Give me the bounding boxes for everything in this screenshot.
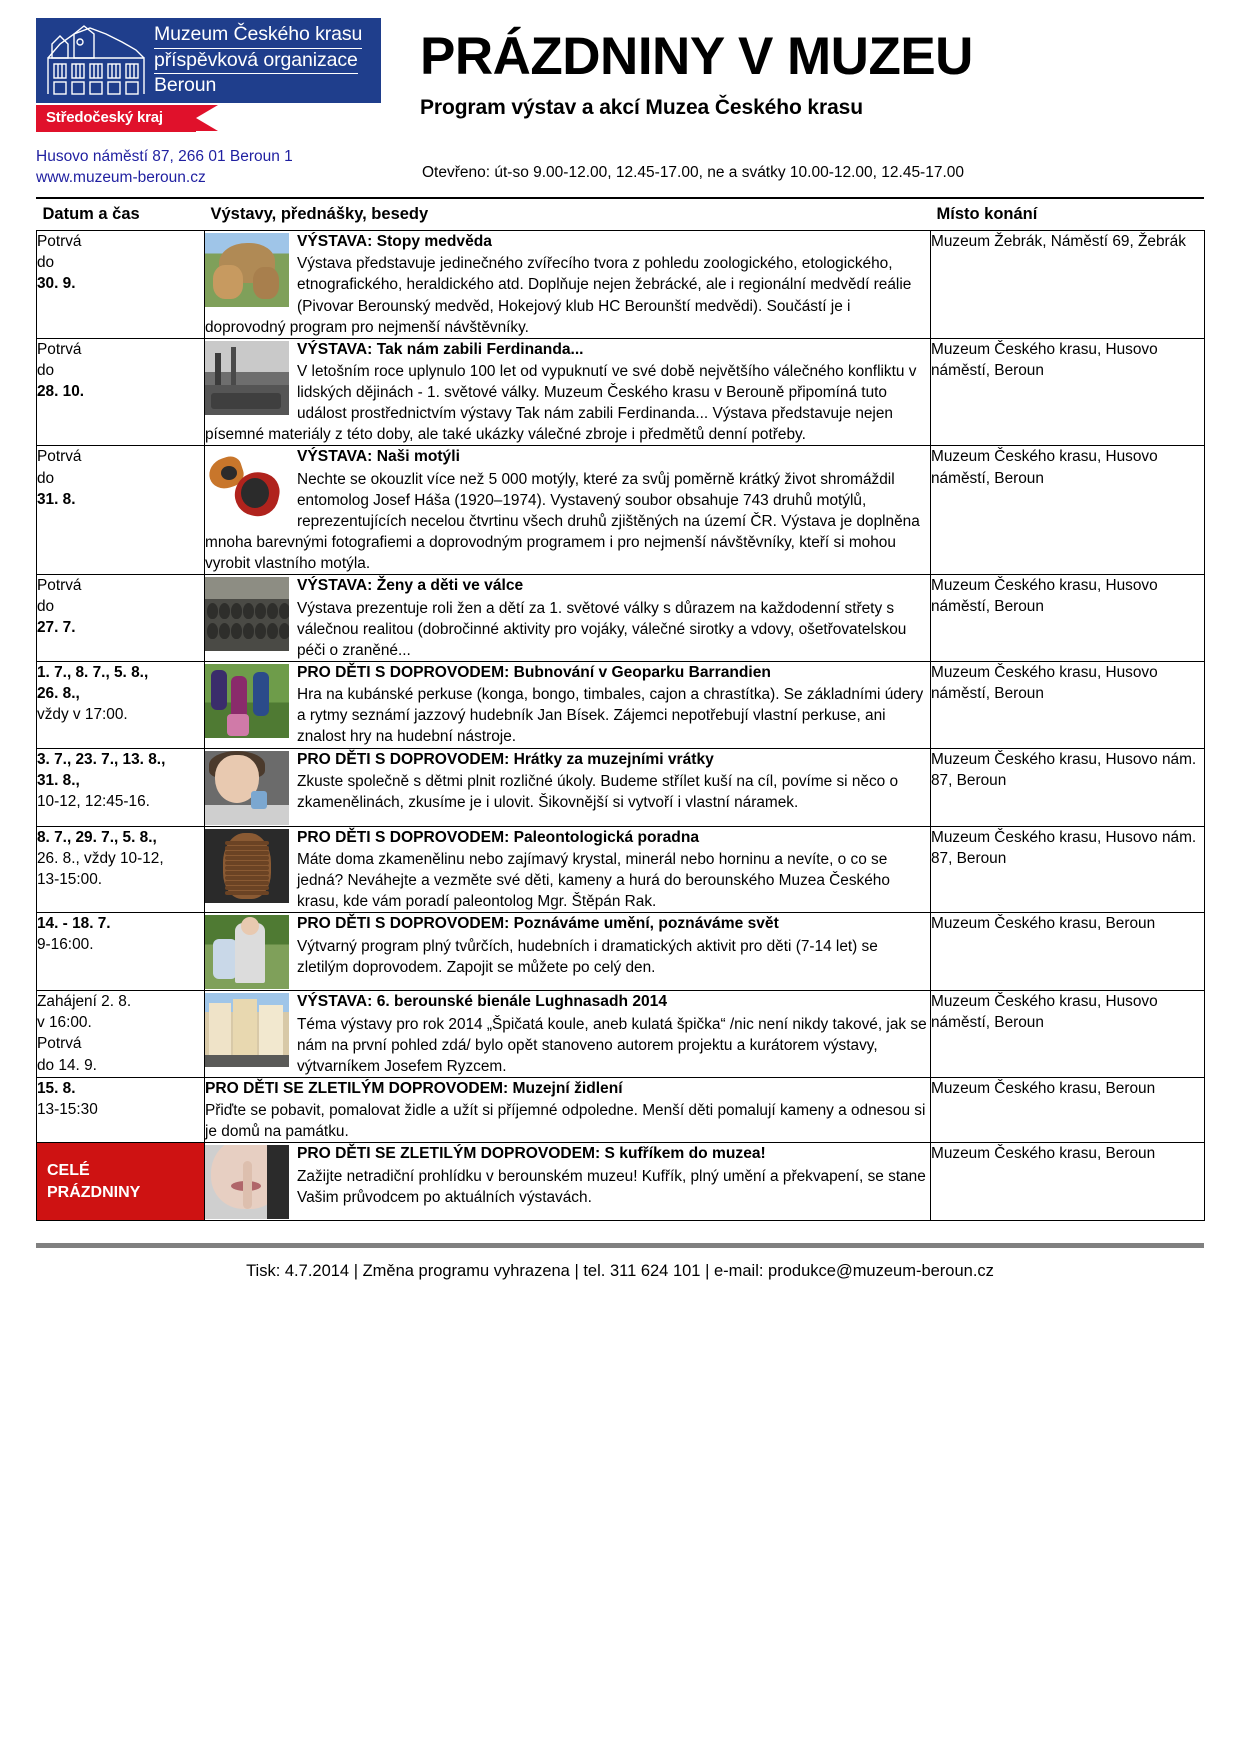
- event-title: PRO DĚTI S DOPROVODEM: Paleontologická poradna: [297, 828, 700, 846]
- trilobite-photo: [205, 829, 289, 903]
- logo-line-1: Muzeum Českého krasu: [154, 23, 362, 49]
- thumb-shape: [243, 1161, 252, 1209]
- event-description: Přiďte se pobavit, pomalovat židle a užít si příjemné odpoledne. Menší děti pomalují kameny a odnesou si je domů na památku.: [205, 1102, 926, 1141]
- date-line: 31. 8.: [37, 490, 76, 508]
- footer-sep-1: |: [353, 1262, 358, 1281]
- table-header-row: [37, 199, 1205, 231]
- table-row: [37, 231, 1205, 339]
- bear-photo: [205, 233, 289, 307]
- town-square-photo: [205, 993, 289, 1067]
- date-line: 9-16:00.: [37, 936, 94, 954]
- event-cell: [205, 338, 931, 446]
- date-line: do 14. 9.: [37, 1056, 97, 1074]
- art-program-photo: [205, 915, 289, 989]
- child-crafts-photo: [205, 751, 289, 825]
- thumb-shape: [209, 1003, 231, 1055]
- date-cell: [37, 231, 205, 339]
- thumb-shape: [219, 603, 230, 619]
- thumb-shape: [205, 1055, 289, 1067]
- table-row: [37, 1143, 1205, 1221]
- thumb-shape: [243, 603, 254, 619]
- venue-cell: Muzeum Českého krasu, Husovo náměstí, Beroun: [931, 575, 1205, 662]
- table-row: [37, 913, 1205, 991]
- date-cell: [37, 991, 205, 1078]
- event-description: Máte doma zkamenělinu nebo zajímavý krystal, minerál nebo horninu a nevíte, o co se jedná? Neváhejte a vezměte své děti, kameny a hurá do berounského Muzea Českého krasu, kde vám poradí paleontolog Mgr. Štěpán Rak.: [297, 850, 890, 911]
- event-cell: [205, 991, 931, 1078]
- thumb-shape: [225, 841, 269, 845]
- thumb-shape: [225, 876, 269, 880]
- event-title: PRO DĚTI S DOPROVODEM: Poznáváme umění, poznáváme svět: [297, 915, 779, 933]
- column-header-date: Datum a čas: [42, 205, 140, 223]
- venue-cell: Muzeum Českého krasu, Husovo náměstí, Beroun: [931, 991, 1205, 1078]
- date-cell: [37, 1077, 205, 1143]
- thumb-shape: [225, 881, 269, 885]
- venue-cell: Muzeum Žebrák, Náměstí 69, Žebrák: [931, 231, 1205, 339]
- drumming-photo: [205, 664, 289, 738]
- table-row: [37, 1077, 1205, 1143]
- event-cell: [205, 1143, 931, 1221]
- date-cell: [37, 826, 205, 913]
- date-line: vždy v 17:00.: [37, 706, 128, 724]
- event-description: Výstava představuje jedinečného zvířecího tvora z pohledu zoologického, etologického, etnografického, heraldického atd. Doplňuje nejen žebrácké, ale i regionální medvědí reálie (Pivovar Berounský medvěd, Hokejový klub HC Berounští medvědi). Součástí je i doprovodný program pro nejmenší návštěvníky.: [205, 255, 912, 336]
- thumb-shape: [225, 886, 269, 890]
- thumb-shape: [225, 861, 269, 865]
- program-table-body: [37, 231, 1205, 1221]
- event-cell: [205, 575, 931, 662]
- event-cell: [205, 446, 931, 575]
- thumb-shape: [243, 623, 254, 639]
- event-cell: [205, 826, 931, 913]
- thumb-shape: [225, 851, 269, 855]
- date-line: Potrvá: [37, 233, 82, 250]
- museum-address: Husovo náměstí 87, 266 01 Beroun 1: [36, 148, 293, 165]
- thumb-shape: [213, 939, 237, 979]
- date-line: 26. 8.,: [37, 685, 80, 703]
- thumb-shape: [231, 623, 242, 639]
- event-title: VÝSTAVA: Naši motýli: [297, 448, 460, 466]
- page-footer: [36, 1262, 1204, 1281]
- date-line: 14. - 18. 7.: [37, 915, 111, 933]
- thumb-shape: [225, 856, 269, 860]
- opening-hours: Otevřeno: út-so 9.00-12.00, 12.45-17.00, ne a svátky 10.00-12.00, 12.45-17.00: [422, 164, 965, 181]
- footer-print-date: Tisk: 4.7.2014: [246, 1262, 350, 1281]
- thumb-shape: [215, 353, 221, 387]
- event-description: Výtvarný program plný tvůrčích, hudebních i dramatických aktivit pro děti (7-14 let) se zletilým doprovodem. Zapojit se můžete po celý den.: [297, 937, 878, 976]
- event-cell: [205, 661, 931, 748]
- event-description: Nechte se okouzlit více než 5 000 motýly, které za svůj poměrně krátký život shromáždil entomolog Josef Háša (1920–1974). Vystavený soubor obsahuje 743 druhů motýlů, reprezentujících necelou čtvrtinu všech druhů zjištěných na území ČR. Výstava je doplněna mnoha barevnými fotografiemi a doprovodným programem i pro nejmenší návštěvníky, kteří si mohou vyrobit vlastního motýla.: [205, 470, 920, 573]
- table-row: [37, 826, 1205, 913]
- thumb-shape: [259, 1005, 283, 1055]
- war-photo: [205, 341, 289, 415]
- event-title: VÝSTAVA: Stopy medvěda: [297, 233, 492, 250]
- thumb-shape: [211, 670, 227, 710]
- title-block: [386, 18, 1204, 120]
- date-line: do: [37, 254, 55, 272]
- thumb-shape: [225, 891, 269, 895]
- logo-text: [148, 23, 375, 98]
- museum-logo: [36, 18, 386, 132]
- table-row: [37, 748, 1205, 826]
- date-cell-highlighted: [37, 1143, 205, 1221]
- venue-cell: Muzeum Českého krasu, Husovo náměstí, Beroun: [931, 661, 1205, 748]
- event-cell: [205, 913, 931, 991]
- region-banner-flag-tip: [196, 105, 218, 131]
- venue-cell: Muzeum Českého krasu, Husovo nám. 87, Beroun: [931, 748, 1205, 826]
- event-cell: [205, 231, 931, 339]
- date-line: 1. 7., 8. 7., 5. 8.,: [37, 663, 149, 681]
- venue-cell: Muzeum Českého krasu, Husovo nám. 87, Beroun: [931, 826, 1205, 913]
- event-title: VÝSTAVA: 6. berounské bienále Lughnasadh 2014: [297, 993, 668, 1011]
- thumb-shape: [253, 672, 269, 716]
- date-line: PRÁZDNINY: [47, 1183, 141, 1201]
- thumb-shape: [205, 805, 289, 825]
- date-line: Zahájení 2. 8.: [37, 993, 132, 1011]
- thumb-shape: [211, 393, 281, 409]
- thumb-shape: [225, 871, 269, 875]
- venue-cell: Muzeum Českého krasu, Beroun: [931, 913, 1205, 991]
- footer-notice: Změna programu vyhrazena: [362, 1262, 570, 1281]
- event-description: Výstava prezentuje roli žen a dětí za 1. světové války s důrazem na každodenní střety s válečnou realitou (dobročinné aktivity pro vojáky, válečné sirotky a vdovy, ošetřovatelskou péči o zraněné...: [297, 599, 907, 659]
- thumb-shape: [255, 603, 266, 619]
- date-cell: [37, 913, 205, 991]
- date-cell: [37, 661, 205, 748]
- date-line: 27. 7.: [37, 619, 76, 637]
- event-title: PRO DĚTI SE ZLETILÝM DOPROVODEM: S kufříkem do muzea!: [297, 1145, 766, 1163]
- venue-cell: Muzeum Českého krasu, Beroun: [931, 1077, 1205, 1143]
- column-header-place: Místo konání: [936, 205, 1038, 223]
- date-cell: [37, 338, 205, 446]
- table-row: [37, 991, 1205, 1078]
- date-cell: [37, 446, 205, 575]
- event-title: PRO DĚTI S DOPROVODEM: Hrátky za muzejními vrátky: [297, 750, 714, 768]
- date-line: do: [37, 361, 55, 379]
- date-line: 3. 7., 23. 7., 13. 8.,: [37, 750, 166, 768]
- event-cell: [205, 748, 931, 826]
- event-title: VÝSTAVA: Tak nám zabili Ferdinanda...: [297, 340, 584, 358]
- contact-left: [36, 147, 388, 188]
- date-line: do: [37, 598, 55, 616]
- footer-divider: [36, 1243, 1204, 1248]
- museum-building-icon: [44, 24, 148, 98]
- page-title: PRÁZDNINY V MUZEU: [420, 27, 973, 86]
- program-table: [36, 199, 1205, 1221]
- thumb-shape: [267, 623, 278, 639]
- thumb-shape: [233, 999, 257, 1055]
- thumb-shape: [207, 623, 218, 639]
- date-cell: [37, 575, 205, 662]
- event-title: PRO DĚTI S DOPROVODEM: Bubnování v Geoparku Barrandien: [297, 663, 771, 681]
- women-war-photo: [205, 577, 289, 651]
- thumb-shape: [251, 791, 267, 809]
- contact-row: [36, 147, 1204, 193]
- table-row: [37, 338, 1205, 446]
- table-row: [37, 661, 1205, 748]
- event-title: VÝSTAVA: Ženy a děti ve válce: [297, 577, 524, 595]
- region-label: Středočeský kraj: [46, 109, 163, 126]
- thumb-shape: [267, 603, 278, 619]
- footer-email[interactable]: e-mail: produkce@muzeum-beroun.cz: [713, 1262, 994, 1281]
- shh-photo: [205, 1145, 289, 1219]
- museum-website-link[interactable]: www.muzeum-beroun.cz: [36, 168, 206, 186]
- date-line: 15. 8.: [37, 1079, 76, 1097]
- thumb-shape: [279, 623, 289, 639]
- thumb-shape: [231, 603, 242, 619]
- region-banner: [36, 105, 226, 132]
- date-line: 10-12, 12:45-16.: [37, 792, 150, 810]
- thumb-shape: [219, 623, 230, 639]
- thumb-shape: [255, 623, 266, 639]
- date-line: Potrvá: [37, 340, 82, 358]
- event-description: Téma výstavy pro rok 2014 „Špičatá koule, aneb kulatá špička“ /nic není nikdy takové, jak se nám na první pohled zdá/ bylo opět stanoveno autorem projektu a kurátorem výstavy, výtvarníkem Josefem Ryzcem.: [297, 1015, 927, 1075]
- page-header: [36, 18, 1204, 138]
- thumb-shape: [225, 866, 269, 870]
- venue-cell: Muzeum Českého krasu, Husovo náměstí, Beroun: [931, 446, 1205, 575]
- event-description: Zkuste společně s dětmi plnit rozličné úkoly. Budeme střílet kuší na cíl, povíme si něco o zkamenělinách, zkusíme je i ulovit. Šikovnější si vytvoří i vlastní náramek.: [297, 772, 899, 812]
- thumb-shape: [227, 714, 249, 736]
- event-description: V letošním roce uplynulo 100 let od vypuknutí ve své době největšího válečného konfliktu v lidských dějinách - 1. světové války. Muzeum Českého krasu v Berouně připomíná tuto událost prostřednictvím výstavy Tak nám zabili Ferdinanda... Výstava představuje nejen písemné materiály z této doby, ale také ukázky válečné zbroje i předmětů denní potřeby.: [205, 363, 917, 444]
- date-line: Potrvá: [37, 577, 82, 595]
- logo-line-3: Beroun: [154, 74, 217, 97]
- column-header-body: Výstavy, přednášky, besedy: [210, 205, 429, 223]
- footer-sep-2: |: [574, 1262, 579, 1281]
- date-line: 30. 9.: [37, 275, 76, 293]
- thumb-shape: [207, 603, 218, 619]
- event-title: PRO DĚTI SE ZLETILÝM DOPROVODEM: Muzejní židlení: [205, 1079, 623, 1097]
- page-subtitle: Program výstav a akcí Muzea Českého krasu: [420, 96, 863, 119]
- date-line: Potrvá: [37, 1035, 82, 1053]
- date-line: Potrvá: [37, 448, 82, 466]
- date-line: 31. 8.,: [37, 771, 80, 789]
- date-line: 13-15:30: [37, 1100, 98, 1118]
- thumb-shape: [225, 846, 269, 850]
- date-line: CELÉ: [47, 1162, 90, 1179]
- date-cell: [37, 748, 205, 826]
- venue-cell: Muzeum Českého krasu, Beroun: [931, 1143, 1205, 1221]
- logo-blue-banner: [36, 18, 381, 103]
- thumb-shape: [267, 1145, 289, 1219]
- thumb-shape: [253, 267, 279, 299]
- footer-phone: tel. 311 624 101: [583, 1262, 701, 1281]
- event-cell: [205, 1077, 931, 1143]
- thumb-shape: [279, 603, 289, 619]
- event-description: Hra na kubánské perkuse (konga, bongo, timbales, cajon a chrastítka). Se základními údery a rytmy seznámí jazzový hudebník Jan Bísek. Zájemci nepotřebují vlastní perkuse, ani znalost hry na hudební nástroje.: [297, 686, 924, 746]
- date-line: do: [37, 469, 55, 487]
- date-line: 13-15:00.: [37, 870, 103, 888]
- footer-sep-3: |: [705, 1262, 710, 1281]
- event-description: Zažijte netradiční prohlídku v berounském muzeu! Kufřík, plný umění a překvapení, se stane Vašim průvodcem po aktuálních výstavách.: [297, 1167, 926, 1206]
- date-line: 8. 7., 29. 7., 5. 8.,: [37, 828, 157, 846]
- date-line: v 16:00.: [37, 1014, 92, 1032]
- table-row: [37, 575, 1205, 662]
- logo-line-2: příspěvková organizace: [154, 49, 358, 75]
- butterfly-photo: [205, 448, 289, 522]
- date-line: 28. 10.: [37, 382, 85, 400]
- thumb-shape: [231, 347, 236, 387]
- table-row: [37, 446, 1205, 575]
- venue-cell: Muzeum Českého krasu, Husovo náměstí, Beroun: [931, 338, 1205, 446]
- thumb-shape: [213, 265, 243, 299]
- date-line: 26. 8., vždy 10-12,: [37, 849, 164, 867]
